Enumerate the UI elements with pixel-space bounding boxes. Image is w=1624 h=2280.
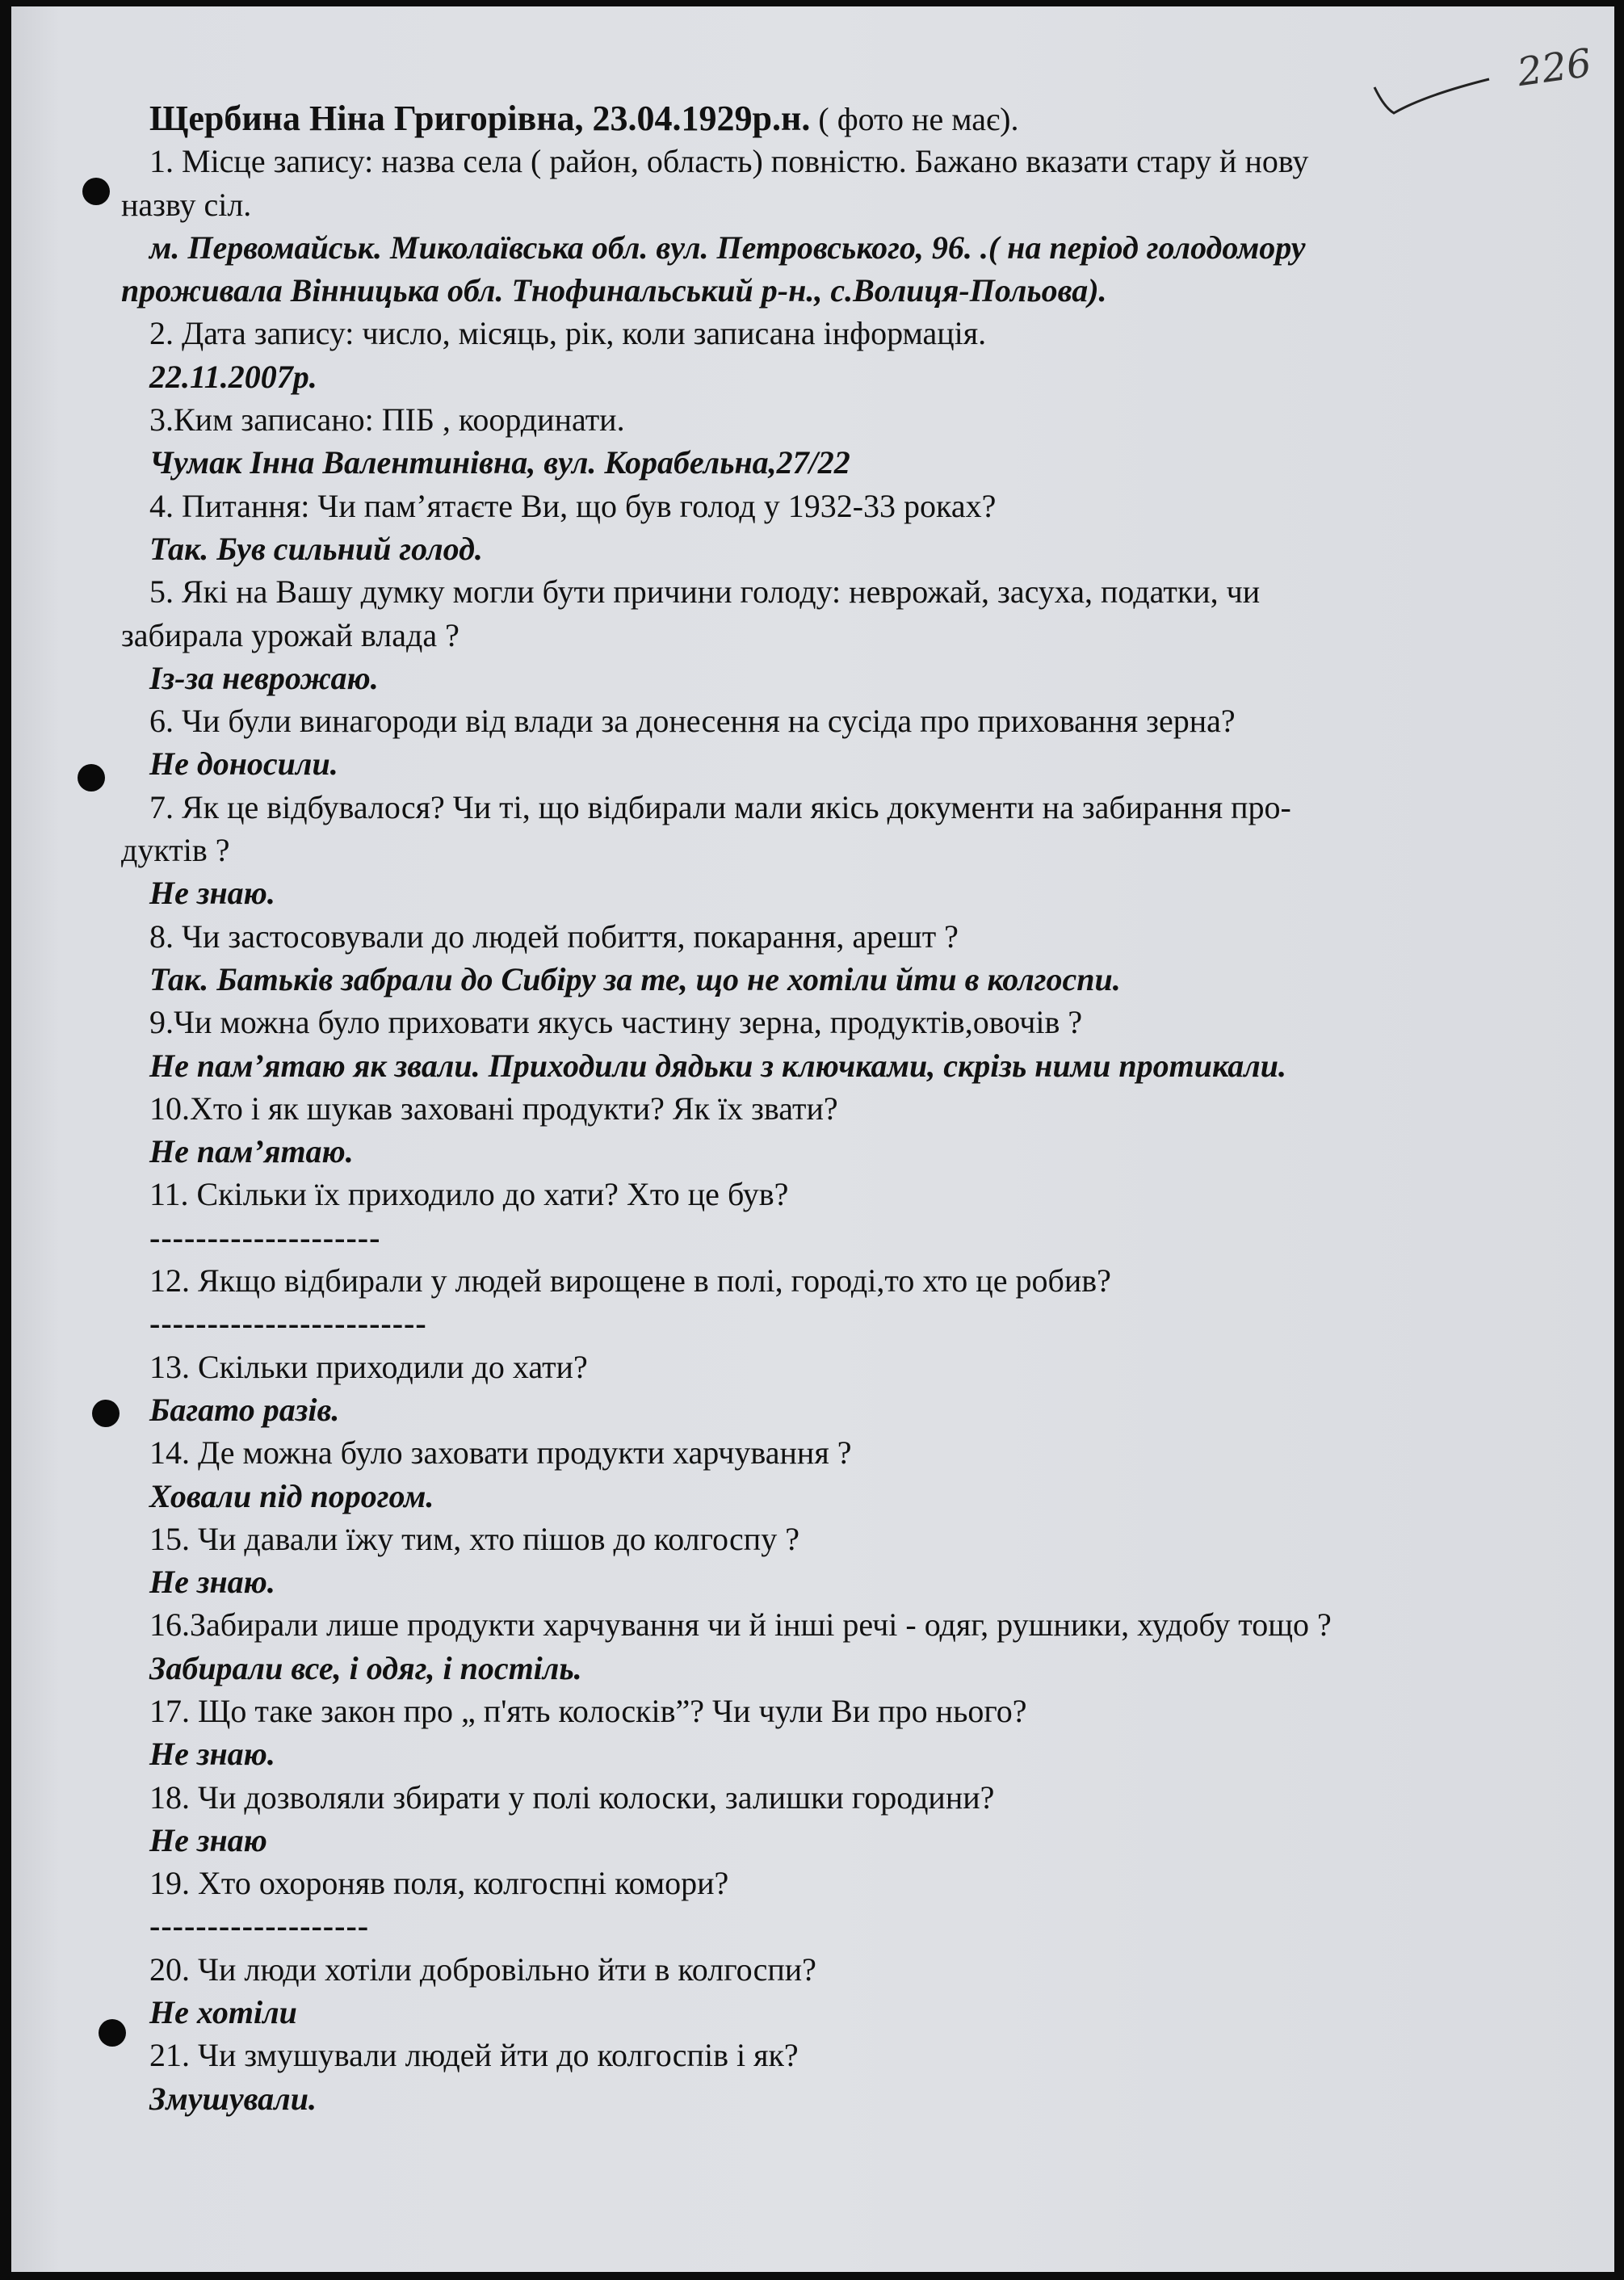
question-line: 17. Що таке закон про „ п'ять колосків”? Чи чули Ви про нього? [149, 1692, 1027, 1729]
answer-line: 22.11.2007р. [149, 358, 317, 395]
question-line: 4. Питання: Чи пам’ятаєте Ви, що був голод у 1932-33 роках? [149, 487, 997, 524]
question-line: 20. Чи люди хотіли добровільно йти в колгоспи? [149, 1950, 816, 1988]
title-name: Щербина Ніна Григорівна, 23.04.1929р.н. [149, 99, 811, 138]
blank-answer-dashes: ------------------------ [149, 1305, 427, 1342]
page-number: 226 [1514, 40, 1595, 96]
question-line: 5. Які на Вашу думку могли бути причини голоду: неврожай, засуха, податки, чи [149, 573, 1261, 611]
question-line: 12. Якщо відбирали у людей вирощене в полі, городі,то хто це робив? [149, 1262, 1111, 1300]
question-continuation: назву сіл. [121, 186, 252, 223]
answer-line: Не хотіли [149, 1994, 297, 2031]
answer-line: Не знаю. [149, 1736, 275, 1773]
question-line: 14. Де можна було заховати продукти харчування ? [149, 1434, 852, 1472]
question-line: 18. Чи дозволяли збирати у полі колоски, залишки городини? [149, 1778, 995, 1816]
answer-line: Не знаю [149, 1821, 267, 1858]
answer-continuation: проживала Вінницька обл. Тнофинальський р-н., с.Волиця-Польова). [121, 272, 1107, 309]
answer-line: Ховали під порогом. [149, 1477, 434, 1514]
question-line: 8. Чи застосовували до людей побиття, покарання, арешт ? [149, 917, 959, 955]
title-note: ( фото не має). [810, 101, 1019, 137]
answer-line: м. Первомайськ. Миколаївська обл. вул. Петровського, 96. .( на період голодомору [149, 229, 1306, 266]
answer-line: Так. Був сильний голод. [149, 530, 483, 567]
answer-line: Не знаю. [149, 1564, 275, 1601]
document-page [11, 6, 1614, 2272]
questionnaire-text [11, 97, 1614, 2120]
answer-line: Змушували. [149, 2080, 317, 2117]
answer-line: Не доносили. [149, 745, 338, 783]
question-continuation: забирала урожай влада ? [121, 616, 460, 653]
question-line: 2. Дата запису: число, місяць, рік, коли записана інформація. [149, 315, 987, 352]
answer-line: Так. Батьків забрали до Сибіру за те, що не хотіли йти в колгоспи. [149, 960, 1121, 997]
question-line: 1. Місце запису: назва села ( район, область) повністю. Бажано вказати стару й нову [149, 143, 1309, 180]
question-line: 13. Скільки приходили до хати? [149, 1348, 588, 1385]
answer-line: Не пам’ятаю. [149, 1133, 354, 1170]
answer-line: Забирали все, і одяг, і постіль. [149, 1649, 582, 1686]
question-line: 11. Скільки їх приходило до хати? Хто це був? [149, 1176, 789, 1213]
blank-answer-dashes: -------------------- [149, 1219, 381, 1256]
document-title [11, 97, 1614, 140]
answer-line: Не пам’ятаю як звали. Приходили дядьки з ключками, скрізь ними протикали. [149, 1047, 1286, 1084]
question-line: 10.Хто і як шукав заховані продукти? Як їх звати? [149, 1090, 838, 1127]
blank-answer-dashes: ------------------- [149, 1908, 370, 1945]
answer-line: Із-за неврожаю. [149, 659, 379, 696]
question-line: 16.Забирали лише продукти харчування чи й інші речі - одяг, рушники, худобу тощо ? [149, 1606, 1332, 1644]
question-line: 3.Ким записано: ПІБ , координати. [149, 401, 625, 439]
question-line: 7. Як це відбувалося? Чи ті, що відбирали мали якісь документи на забирання про- [149, 788, 1291, 825]
question-line: 9.Чи можна було приховати якусь частину зерна, продуктів,овочів ? [149, 1004, 1083, 1041]
question-continuation: дуктів ? [121, 832, 230, 869]
answer-line: Багато разів. [149, 1391, 340, 1428]
question-line: 21. Чи змушували людей йти до колгоспів і як? [149, 2037, 799, 2074]
question-line: 19. Хто охороняв поля, колгоспні комори? [149, 1865, 729, 1902]
answer-line: Не знаю. [149, 875, 275, 912]
answer-line: Чумак Інна Валентинівна, вул. Корабельна,27/22 [149, 444, 850, 481]
question-line: 6. Чи були винагороди від влади за донесення на сусіда про приховання зерна? [149, 703, 1236, 740]
question-line: 15. Чи давали їжу тим, хто пішов до колгоспу ? [149, 1520, 799, 1557]
